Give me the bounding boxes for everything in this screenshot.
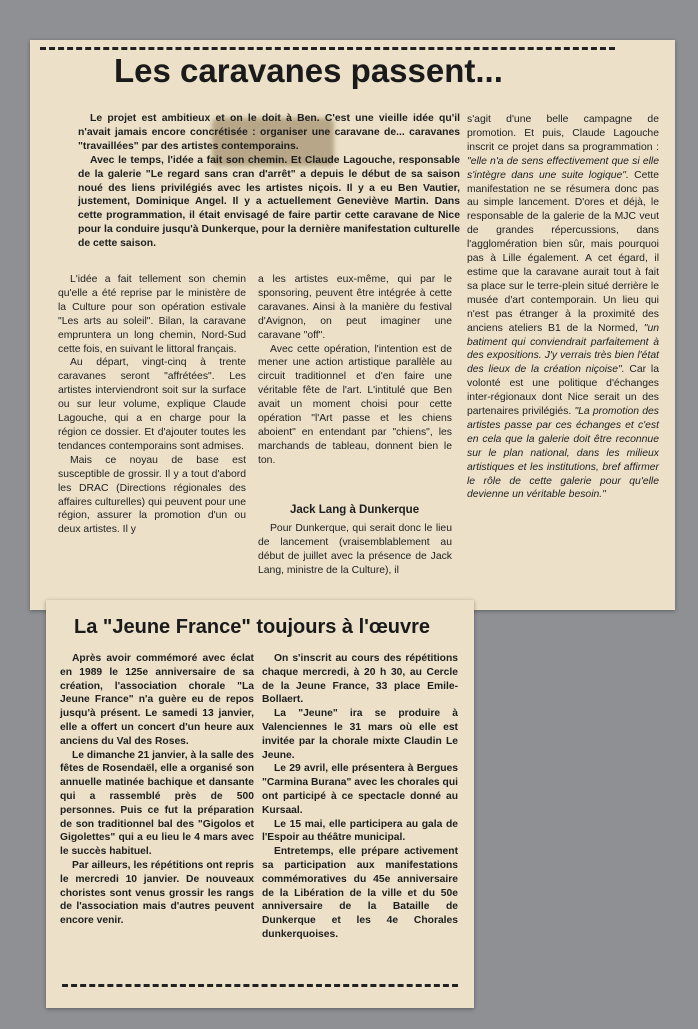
body-paragraph: L'idée a fait tellement son chemin qu'elle a été reprise par le ministère de la Culture pour son opération estivale "Les arts au soleil". Bilan, la caravane empruntera un long chemin, Nord-Sud cette fois, en suivant le littoral français. — [58, 274, 246, 355]
article-column-1 — [58, 273, 246, 537]
body-paragraph: Mais ce noyau de base est susceptible de grossir. Il y a tout d'abord les DRAC (Directions régionales des affaires culturelles) qui peuvent pour une région, assurer la promotion d'un ou deux artistes. Il y — [58, 454, 246, 536]
article-column-3 — [467, 113, 659, 502]
col3-text-b: Cette manifestation ne se résumera donc pas au simple lancement. D'ores et déjà, le responsable de la galerie de la MJC veut de grandes répercussions, dans l'agglomération bien sûr, mais pourquoi pas à Lille également. A cet égard, il estime que la caravane aurait tout à fait sa place sur le terre-plein situé derrière le musée d'art contemporain. Un lieu qui n'est pas étranger à la proximité des anciens ateliers B1 de la Normed, — [467, 169, 659, 334]
body-paragraph: Au départ, vingt-cinq à trente caravanes seront "affrétées". Les artistes interviendront soit sur la surface ou sur leur volume, explique Claude Lagouche, qui a en charge pour la région ce dossier. Et d'ajouter toutes les tendances contemporains sont admises. — [58, 357, 246, 452]
subheading-jack-lang: Jack Lang à Dunkerque — [290, 504, 420, 516]
article-column-2 — [258, 273, 452, 468]
body-paragraph: Le dimanche 21 janvier, à la salle des fêtes de Rosendaël, elle a organisé son annuelle matinée bachique et dansante qui a rassemblé près de 500 personnes. Puis ce fut la préparation de son traditionnel bal des "Gigolos et Gigolettes" qui a eu lieu le 4 mars avec le succès habituel. — [60, 749, 255, 858]
body-paragraph: La "Jeune" ira se produire à Valenciennes le 31 mars où elle est invitée par la chorale mixte Claudin Le Jeune. — [262, 708, 458, 761]
body-paragraph: Après avoir commémoré avec éclat en 1989 le 125e anniversaire de sa création, l'association chorale "La Jeune France" n'a guère eu de repos jusqu'à présent. Le samedi 13 janvier, elle a offert un concert d'un heure aux anciens du Val des Roses. — [60, 653, 254, 747]
article2-column-1 — [60, 652, 254, 928]
body-paragraph: Le 15 mai, elle participera au gala de l'Espoir au théâtre municipal. — [262, 818, 458, 844]
article-clipping-caravanes — [30, 40, 675, 610]
intro-paragraph: Le projet est ambitieux et on le doit à Ben. C'est une vieille idée qu'il n'avait jamais encore concrétisée : organiser une caravane de... caravanes "travaillées" par des artistes contemporains. — [78, 113, 460, 152]
col3-quote-1: "elle n'a de sens effectivement que si elle s'intègre dans une suite logique". — [467, 155, 659, 181]
body-paragraph: Le 29 avril, elle présentera à Bergues "Carmina Burana" avec les chorales qui ont participé à ce spectacle donné au Kursaal. — [262, 763, 458, 816]
body-paragraph: a les artistes eux-même, qui par le sponsoring, peuvent être intégrée à cette caravanes. Ainsi à la manière du festival d'Avignon, on peut imaginer une caravane "off". — [258, 274, 452, 341]
body-paragraph: Pour Dunkerque, qui serait donc le lieu de lancement (vraisemblablement au début de juillet avec la présence de Jack Lang, ministre de la Culture), il — [258, 523, 452, 576]
body-paragraph: Entretemps, elle prépare activement sa participation aux manifestations commémoratives du 45e anniversaire de la Libération de la ville et du 50e anniversaire de la Bataille de Dunkerque et les 4e Chorales dunkerquoises. — [262, 846, 458, 940]
top-dashed-rule — [40, 47, 615, 50]
col3-text-c: Car la volonté est une politique d'échanges inter-régionaux dont Nice serait un des partenaires privilégiés. — [467, 364, 660, 418]
article-title-caravanes: Les caravanes passent... — [114, 52, 503, 89]
article-column-2-continued — [258, 522, 452, 578]
body-paragraph: On s'inscrit au cours des répétitions chaque mercredi, à 20 h 30, au Cercle de la Jeune France, 33 place Emile-Bollaert. — [262, 653, 458, 706]
bottom-dashed-rule — [62, 984, 458, 987]
col3-quote-3: "La promotion des artistes passe par ces échanges et c'est en cela que la galerie doit être reconnue sur le plan national, dans les milieux artistiques et les institutions, bref affirmer le rôle de cette galerie pour qu'elle devienne un véritable besoin." — [467, 406, 659, 501]
body-paragraph: Avec cette opération, l'intention est de mener une action artistique parallèle au circuit traditionnel et d'en faire une véritable fête de l'art. L'intitulé que Ben avait un moment choisi pour cette opération "l'Art passe et les chiens aboient" en entendant par "chiens", les marchands de tableau, donnent bien le ton. — [258, 343, 452, 466]
body-paragraph: Par ailleurs, les répétitions ont repris le mercredi 10 janvier. De nouveaux choristes sont venus grossir les rangs de l'association mais d'autres peuvent encore venir. — [60, 859, 254, 927]
article-clipping-jeune-france — [46, 600, 474, 1008]
col3-text-a: s'agit d'une belle campagne de promotion. Et puis, Claude Lagouche inscrit ce projet dans sa programmation : — [467, 114, 659, 153]
body-paragraph — [467, 113, 659, 502]
article2-column-2 — [262, 652, 458, 942]
article-title-jeune-france: La "Jeune France" toujours à l'œuvre — [74, 616, 431, 638]
intro-paragraph: Avec le temps, l'idée a fait son chemin. Et Claude Lagouche, responsable de la galerie "Le regard sans cran d'arrêt" a depuis le début de sa saison noué des liens privilégiés avec les artistes niçois. Il y a eu Ben Vautier, justement, Dominique Angel. Il y a actuellement Geneviève Martin. Dans cette programmation, il était envisagé de faire partir cette caravane de Nice pour la conduire jusqu'à Dunkerque, pour la dernière manifestation culturelle de cette saison. — [78, 154, 460, 250]
article-intro — [78, 112, 460, 251]
col3-quote-2: "un batiment qui conviendrait parfaitement à des expositions. J'y verrais très bien l'état des lieux de la création niçoise". — [467, 322, 659, 376]
